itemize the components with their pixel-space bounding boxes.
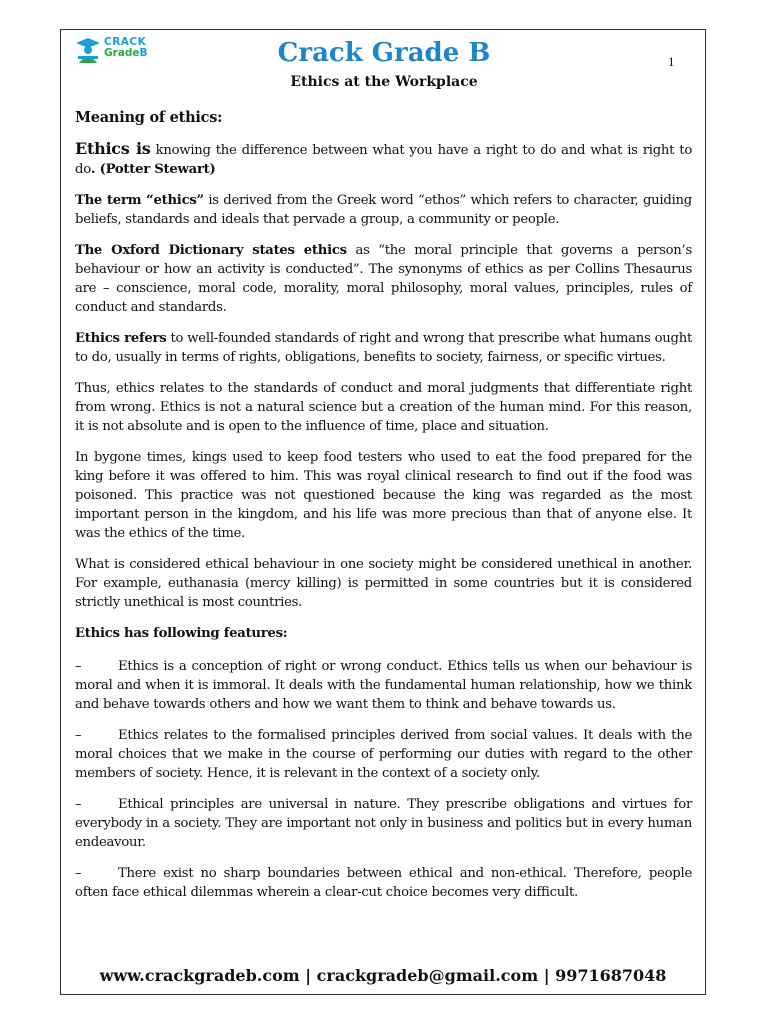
logo-b-text: B	[139, 47, 148, 59]
feature-bullet: – Ethical principles are universal in nature. They prescribe obligations and virtues for everybody in a society. They are important not only in business and politics but in every human endeavour.	[75, 797, 692, 850]
footer-contact: www.crackgradeb.com | crackgradeb@gmail.com | 9971687048	[99, 966, 667, 985]
paragraph-thus: Thus, ethics relates to the standards of conduct and moral judgments that differentiate right from wrong. Ethics is not a natural science but a creation of the human mind. For this reason, it is not absolute and is open to the influence of time, place and situation.	[75, 381, 692, 434]
paragraph-ethics-is: Ethics is knowing the difference between what you have a right to do and what is right to do. (Potter Stewart)	[75, 139, 693, 177]
brand-title: Crack Grade B	[277, 38, 491, 68]
meaning-heading: Meaning of ethics:	[75, 109, 223, 126]
document-subtitle: Ethics at the Workplace	[290, 74, 478, 90]
citation: (Potter Stewart)	[95, 162, 216, 177]
document-body	[75, 108, 692, 914]
feature-bullet: – There exist no sharp boundaries between ethical and non-ethical. Therefore, people often face ethical dilemmas wherein a clear-cut choice becomes very difficult.	[75, 866, 692, 900]
logo-crack-text: CRACK	[104, 36, 147, 48]
page-number: 1	[668, 54, 675, 69]
feature-bullet: – Ethics relates to the formalised principles derived from social values. It deals with the moral choices that we make in the course of performing our duties with regard to the other members of society. Hence, it is relevant in the context of a society only.	[75, 728, 692, 781]
paragraph-considered: What is considered ethical behaviour in one society might be considered unethical in another. For example, euthanasia (mercy killing) is permitted in some countries but it is considered strictly unethical is most countries.	[75, 557, 692, 610]
logo-grade-text: Grade	[104, 47, 140, 59]
paragraph-oxford: The Oxford Dictionary states ethics as “the moral principle that governs a person’s behaviour or how an activity is conducted”. The synonyms of ethics as per Collins Thesaurus are – conscience, moral code, morality, moral philosophy, moral values, principles, rules of conduct and standards.	[75, 243, 692, 315]
features-heading: Ethics has following features:	[75, 626, 288, 641]
feature-bullet: – Ethics is a conception of right or wrong conduct. Ethics tells us when our behaviour is moral and when it is immoral. It deals with the fundamental human relationship, how we think and behave towards others and how we want them to think and behave towards us.	[75, 659, 692, 712]
paragraph-ethics-refers: Ethics refers to well-founded standards of right and wrong that prescribe what humans ought to do, usually in terms of rights, obligations, benefits to society, fairness, or specific virtues.	[75, 331, 692, 365]
paragraph-bygone: In bygone times, kings used to keep food testers who used to eat the food prepared for the king before it was offered to him. This was royal clinical research to find out if the food was poisoned. This practice was not questioned because the king was regarded as the most important person in the kingdom, and his life was more precious than that of anyone else. It was the ethics of the time.	[75, 450, 692, 541]
paragraph-term-ethics: The term “ethics” is derived from the Greek word “ethos” which refers to character, guiding beliefs, standards and ideals that pervade a group, a community or people.	[75, 193, 692, 227]
ethics-is-lead: Ethics is	[75, 139, 151, 158]
